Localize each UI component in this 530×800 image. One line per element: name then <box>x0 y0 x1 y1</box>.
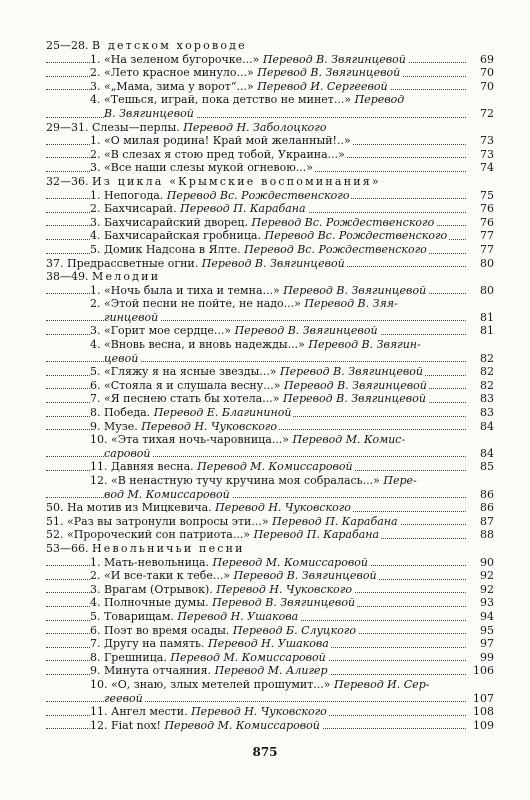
entry-translator: геевой <box>104 691 143 705</box>
toc-entry <box>46 637 494 651</box>
toc-entry <box>46 257 494 271</box>
entry-page: 95 <box>468 624 494 638</box>
entry-number: 4. <box>90 338 101 352</box>
toc-entry <box>46 556 494 570</box>
toc-entry <box>46 460 494 474</box>
entry-number: 5. <box>90 365 101 379</box>
entry-range: 32—36. <box>46 174 89 188</box>
toc-entry <box>46 202 494 216</box>
entry-number: 1. <box>90 52 101 66</box>
entry-number: 5. <box>90 609 101 623</box>
entry-title: На мотив из Мицкевича. <box>67 501 212 515</box>
entry-title: «О милая родина! Край мой желанный!..» <box>104 134 351 148</box>
entry-title: Бахчисарайский дворец. <box>104 215 249 229</box>
entry-number: 7. <box>90 637 101 651</box>
entry-translator: Перевод В. Звягинцевой <box>234 324 378 338</box>
entry-number: 3. <box>90 79 101 93</box>
toc-entry <box>46 664 494 678</box>
toc-entry <box>46 569 494 583</box>
entry-range: 52. <box>46 528 64 542</box>
entry-number: 4. <box>90 229 101 243</box>
entry-title: Поэт во время осады. <box>104 623 230 637</box>
entry-title: Слезы—перлы. <box>92 120 180 134</box>
entry-page: 93 <box>468 596 494 610</box>
entry-page: 87 <box>468 515 494 529</box>
entry-translator: Перевод В. Звягинцевой <box>201 256 345 270</box>
entry-translator: Перевод И. Сер- <box>334 677 430 691</box>
entry-page: 106 <box>468 664 494 678</box>
entry-title: Врагам (Отрывок). <box>104 582 213 596</box>
entry-page: 76 <box>468 202 494 216</box>
toc-entry <box>46 624 494 638</box>
entry-translator: Перевод В. Звягинцевой <box>233 569 377 583</box>
entry-page: 86 <box>468 488 494 502</box>
entry-page: 85 <box>468 460 494 474</box>
toc-entry <box>46 93 494 107</box>
entry-title: «Пророческий сон патриота...» <box>67 528 251 542</box>
entry-translator: Перевод М. Комиссаровой <box>197 460 353 474</box>
entry-title: «В ненастную тучу кручина моя собралась...» <box>111 474 380 487</box>
entry-title: «Ночь была и тиха и темна...» <box>104 283 280 297</box>
entry-page: 92 <box>468 569 494 583</box>
toc-entry <box>46 53 494 67</box>
entry-number: 10. <box>90 433 108 447</box>
entry-number: 11. <box>90 705 108 719</box>
entry-title: «Я песнею стать бы хотела...» <box>104 392 280 406</box>
toc-entry <box>46 352 494 366</box>
entry-number: 3. <box>90 582 101 596</box>
entry-number: 1. <box>90 283 101 297</box>
entry-number: 12. <box>90 474 108 487</box>
toc-entry <box>46 447 494 461</box>
entry-translator: саровой <box>104 446 151 460</box>
entry-page: 73 <box>468 148 494 162</box>
entry-page: 77 <box>468 243 494 257</box>
entry-page: 82 <box>468 379 494 393</box>
toc-entry <box>46 433 494 447</box>
entry-page: 108 <box>468 705 494 719</box>
entry-page: 76 <box>468 216 494 230</box>
entry-translator: цевой <box>104 351 139 365</box>
entry-number: 6. <box>90 623 101 637</box>
toc-entry <box>46 392 494 406</box>
entry-translator: Перевод Н. Ушакова <box>208 637 329 651</box>
toc-entry <box>46 161 494 175</box>
entry-page: 77 <box>468 229 494 243</box>
toc-entry <box>46 229 494 243</box>
entry-title: Бахчисарай. <box>104 202 177 216</box>
entry-number: 4. <box>90 596 101 610</box>
toc-entry <box>46 420 494 434</box>
entry-page: 86 <box>468 501 494 515</box>
toc-entry <box>46 311 494 325</box>
entry-translator: Перевод Н. Чуковского <box>216 582 352 596</box>
entry-number: 10. <box>90 677 108 691</box>
entry-translator: Перевод П. Карабана <box>272 514 398 528</box>
entry-translator: гинцевой <box>104 310 159 324</box>
entry-page: 109 <box>468 719 494 733</box>
entry-range: 51. <box>46 514 64 528</box>
entry-page: 72 <box>468 107 494 121</box>
toc-entry <box>46 406 494 420</box>
entry-page: 70 <box>468 66 494 80</box>
toc-entry <box>46 338 494 352</box>
toc-entry <box>46 488 494 502</box>
toc-entry <box>46 596 494 610</box>
entry-translator: В. Звягинцевой <box>104 106 194 120</box>
toc-entry <box>46 243 494 257</box>
entry-number: 1. <box>90 134 101 148</box>
toc-entry <box>46 324 494 338</box>
entry-title: «На зеленом бугорочке...» <box>104 52 260 66</box>
entry-number: 7. <box>90 392 101 406</box>
entry-translator: Перевод Вс. Рождественского <box>264 229 448 243</box>
entry-page: 92 <box>468 583 494 597</box>
toc-entry <box>46 39 494 53</box>
toc-entry <box>46 705 494 719</box>
entry-title: «О, знаю, злых метелей прошумит...» <box>111 677 331 691</box>
entry-number: 9. <box>90 419 101 433</box>
entry-translator: Перевод В. Звягинцевой <box>280 365 423 379</box>
entry-translator: Перевод Н. Чуковского <box>215 501 351 515</box>
entry-translator: Перевод М. Комиссаровой <box>212 555 368 569</box>
entry-number: 2. <box>90 147 101 161</box>
entry-number: 2. <box>90 202 101 216</box>
entry-translator: Перевод В. Звягинцевой <box>212 596 356 610</box>
entry-title: Бахчисарайская гробница. <box>104 229 261 243</box>
entry-translator: Перевод Б. Слуцкого <box>232 623 356 637</box>
entry-number: 12. <box>90 718 108 732</box>
entry-page: 99 <box>468 651 494 665</box>
entry-title: «Раз вы затронули вопросы эти...» <box>67 514 269 528</box>
entry-title: «Гляжу я на ясные звезды...» <box>104 365 277 379</box>
entry-title: Мелодии <box>92 270 161 284</box>
toc-entry <box>46 379 494 393</box>
entry-number: 5. <box>90 242 101 256</box>
toc-entry <box>46 121 494 135</box>
toc-entry <box>46 583 494 597</box>
toc-entry <box>46 651 494 665</box>
entry-translator: Перевод М. Комиссаровой <box>170 650 326 664</box>
entry-page: 83 <box>468 406 494 420</box>
entry-title: «И все-таки к тебе...» <box>104 569 231 583</box>
entry-page: 80 <box>468 284 494 298</box>
toc-entry <box>46 365 494 379</box>
entry-number: 2. <box>90 569 101 583</box>
entry-page: 97 <box>468 637 494 651</box>
entry-translator: Перевод <box>354 93 405 107</box>
entry-range: 38—49. <box>46 270 89 284</box>
entry-page: 107 <box>468 692 494 706</box>
entry-page: 80 <box>468 257 494 271</box>
entry-title: Товарищам. <box>104 609 174 623</box>
entry-title: Непогода. <box>104 188 164 202</box>
entry-title: «В слезах я стою пред тобой, Украина...» <box>104 147 345 161</box>
entry-number: 3. <box>90 161 101 175</box>
toc-entry <box>46 297 494 311</box>
entry-title: В детском хороводе <box>92 39 247 52</box>
toc-entry <box>46 134 494 148</box>
entry-title: Предрассветные огни. <box>67 256 199 270</box>
page-number: 875 <box>252 745 278 759</box>
entry-number: 3. <box>90 215 101 229</box>
entry-range: 37. <box>46 256 64 270</box>
table-of-contents <box>46 39 494 732</box>
entry-translator: Перевод В. Зяя- <box>304 297 398 311</box>
entry-title: «„Мама, зима у ворот“...» <box>104 79 254 93</box>
entry-translator: Пере- <box>383 474 417 487</box>
entry-page: 88 <box>468 528 494 542</box>
entry-translator: Перевод В. Звягинцевой <box>257 66 401 80</box>
toc-entry <box>46 270 494 284</box>
entry-translator: Перевод Вс. Рождественского <box>166 188 350 202</box>
entry-title: Другу на память. <box>104 637 205 651</box>
entry-title: Полночные думы. <box>104 596 209 610</box>
entry-title: Невольничьи песни <box>92 541 245 555</box>
entry-translator: Перевод Н. Заболоцкого <box>183 120 327 134</box>
entry-translator: Перевод И. Сергеевой <box>257 79 388 93</box>
entry-title: «Этой песни не пойте, не надо...» <box>104 297 301 311</box>
entry-range: 29—31. <box>46 120 89 134</box>
toc-entry <box>46 474 494 488</box>
entry-number: 2. <box>90 297 101 311</box>
entry-page: 84 <box>468 420 494 434</box>
entry-number: 11. <box>90 460 108 474</box>
entry-translator: Перевод Н. Чуковского <box>191 705 327 719</box>
entry-page: 73 <box>468 134 494 148</box>
entry-translator: Перевод П. Карабана <box>253 528 380 542</box>
entry-title: Из цикла «Крымские воспоминания» <box>92 174 381 188</box>
entry-translator: Перевод В. Звягин- <box>308 338 421 352</box>
toc-entry <box>46 610 494 624</box>
entry-translator: Перевод В. Звягинцевой <box>282 392 426 406</box>
entry-translator: Перевод М. Комис- <box>292 433 406 447</box>
entry-page: 74 <box>468 161 494 175</box>
entry-translator: Перевод Н. Ушакова <box>177 609 299 623</box>
toc-entry <box>46 107 494 121</box>
entry-title: «Лето красное минуло...» <box>104 66 254 80</box>
entry-title: «Вновь весна, и вновь надежды...» <box>104 338 305 352</box>
toc-entry <box>46 542 494 556</box>
entry-title: «Все наши слезы мукой огневою...» <box>104 161 314 175</box>
entry-translator: Перевод Е. Благининой <box>153 406 292 420</box>
entry-number: 9. <box>90 664 101 678</box>
entry-range: 53—66. <box>46 541 89 555</box>
entry-title: Давняя весна. <box>111 460 194 474</box>
entry-translator: Перевод В. Звягинцевой <box>283 283 427 297</box>
entry-number: 6. <box>90 378 101 392</box>
entry-title: «Эта тихая ночь-чаровница...» <box>111 433 290 447</box>
entry-title: Мать-невольница. <box>104 555 210 569</box>
entry-translator: Перевод Вс. Рождественского <box>251 215 435 229</box>
toc-entry <box>46 189 494 203</box>
entry-translator: Перевод В. Звягинцевой <box>283 378 427 392</box>
entry-page: 83 <box>468 392 494 406</box>
toc-entry <box>46 80 494 94</box>
entry-page: 94 <box>468 610 494 624</box>
entry-title: Домик Надсона в Ялте. <box>104 242 241 256</box>
toc-entry <box>46 284 494 298</box>
entry-number: 3. <box>90 324 101 338</box>
entry-page: 69 <box>468 53 494 67</box>
toc-entry <box>46 175 494 189</box>
entry-title: Минута отчаяния. <box>104 664 212 678</box>
entry-translator: Перевод В. Звягинцевой <box>262 52 406 66</box>
entry-translator: Перевод Вс. Рождественского <box>244 242 427 256</box>
entry-number: 4. <box>90 93 101 107</box>
entry-page: 82 <box>468 365 494 379</box>
entry-page: 84 <box>468 447 494 461</box>
entry-title: Ангел мести. <box>111 705 188 719</box>
entry-translator: Перевод Н. Чуковского <box>141 419 277 433</box>
toc-entry <box>46 148 494 162</box>
toc-entry <box>46 692 494 706</box>
entry-number: 8. <box>90 406 101 420</box>
toc-entry <box>46 719 494 733</box>
entry-number: 8. <box>90 650 101 664</box>
toc-entry <box>46 66 494 80</box>
entry-range: 25—28. <box>46 39 89 52</box>
entry-title: «Тешься, играй, пока детство не минет...» <box>104 93 352 107</box>
entry-page: 82 <box>468 352 494 366</box>
entry-title: Музе. <box>104 419 138 433</box>
entry-page: 75 <box>468 189 494 203</box>
entry-number: 1. <box>90 188 101 202</box>
entry-page: 90 <box>468 556 494 570</box>
entry-translator: Перевод М. Алигер <box>214 664 328 678</box>
entry-title: Fiat nox! <box>111 718 161 732</box>
entry-page: 81 <box>468 324 494 338</box>
toc-entry <box>46 515 494 529</box>
toc-entry <box>46 216 494 230</box>
entry-title: Победа. <box>104 406 151 420</box>
entry-translator: Перевод П. Карабана <box>180 202 306 216</box>
entry-title: Грешница. <box>104 650 167 664</box>
entry-page: 81 <box>468 311 494 325</box>
toc-entry <box>46 528 494 542</box>
entry-page: 70 <box>468 80 494 94</box>
entry-title: «Горит мое сердце...» <box>104 324 232 338</box>
toc-entry <box>46 678 494 692</box>
entry-number: 2. <box>90 66 101 80</box>
entry-range: 50. <box>46 501 64 515</box>
toc-entry <box>46 501 494 515</box>
entry-translator: вод М. Комиссаровой <box>104 487 230 501</box>
entry-number: 1. <box>90 555 101 569</box>
entry-title: «Стояла я и слушала весну...» <box>104 378 281 392</box>
entry-translator: Перевод М. Комиссаровой <box>164 718 320 732</box>
